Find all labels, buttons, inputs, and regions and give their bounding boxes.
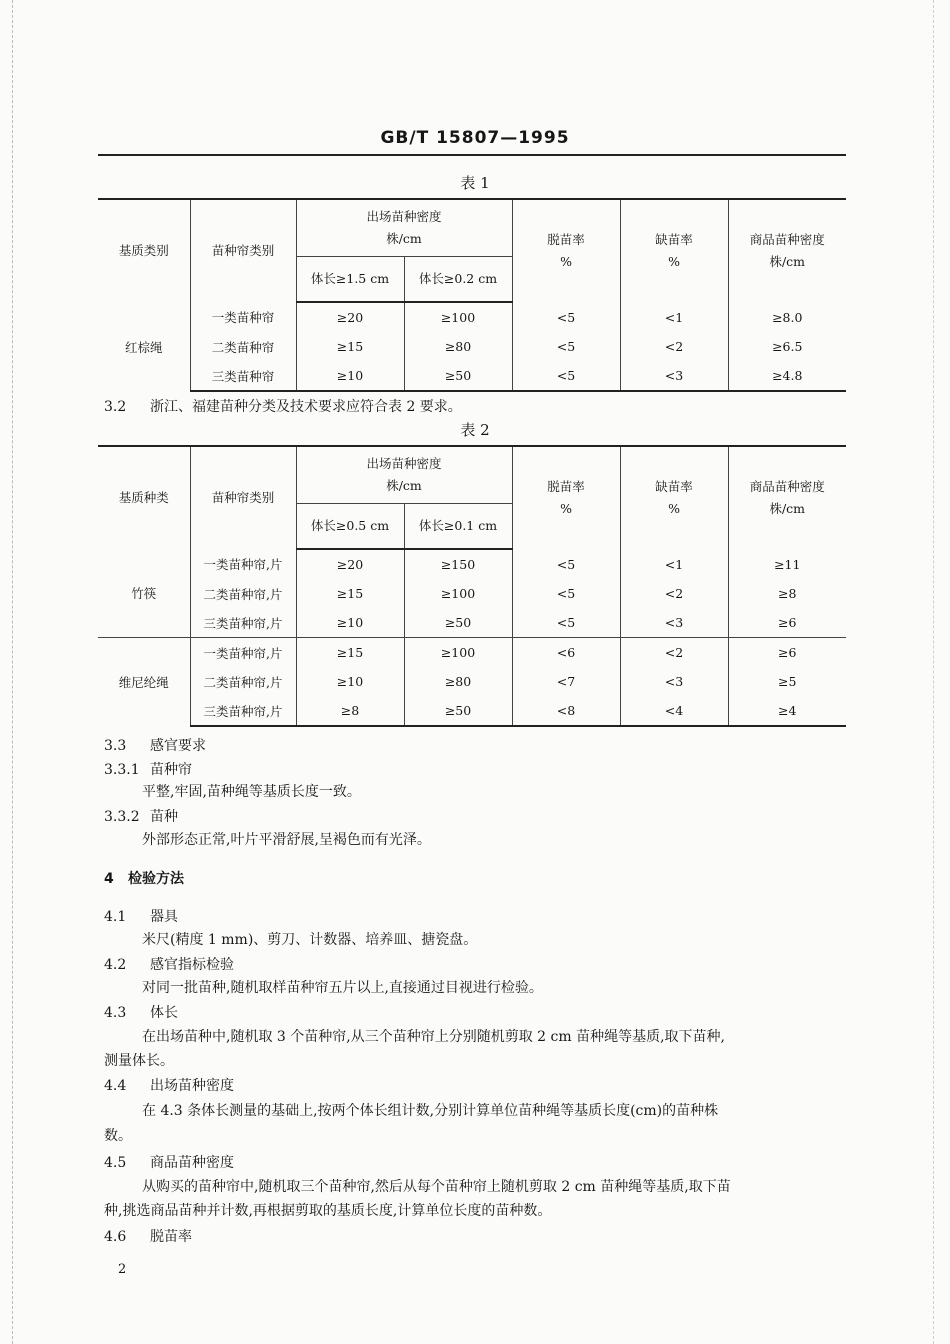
table-cell: <2 <box>620 332 728 361</box>
table-cell: ≥80 <box>404 332 512 361</box>
table-cell: 一类苗种帘,片 <box>190 638 296 668</box>
table-cell: ≥8 <box>728 579 846 608</box>
section-4-1 <box>104 906 178 928</box>
section-4-4 <box>104 1075 234 1097</box>
section-4-5-body-line1: 从购买的苗种帘中,随机取三个苗种帘,然后从每个苗种帘上随机剪取 2 cm 苗种绳等基质,取下苗 <box>142 1179 731 1195</box>
section-4-4-body-line2: 数。 <box>104 1128 132 1144</box>
table-cell: <5 <box>512 579 620 608</box>
table-cell: ≥10 <box>296 361 404 391</box>
scan-edge-right <box>933 0 934 1344</box>
table-cell: <3 <box>620 361 728 391</box>
table-row <box>98 361 846 391</box>
section-number: 4.4 <box>104 1078 127 1094</box>
table-cell: <4 <box>620 696 728 726</box>
section-3-3-1 <box>104 759 192 781</box>
table-cell: ≥100 <box>404 302 512 332</box>
section-4-5-body-line2: 种,挑选商品苗种并计数,再根据剪取的基质长度,计算单位长度的苗种数。 <box>104 1203 552 1219</box>
table2-header-length-a: 体长≥0.5 cm <box>296 504 404 550</box>
table1-header-substrate: 基质类别 <box>98 199 190 302</box>
table-cell: <6 <box>512 638 620 668</box>
table-row <box>98 667 846 696</box>
table2-header-substrate: 基质种类 <box>98 446 190 549</box>
table2-header-length-b: 体长≥0.1 cm <box>404 504 512 550</box>
table-cell: 三类苗种帘 <box>190 361 296 391</box>
table-cell: ≥15 <box>296 332 404 361</box>
table2 <box>98 445 846 727</box>
section-title: 脱苗率 <box>150 1229 192 1245</box>
section-title: 苗种帘 <box>150 762 192 778</box>
table-cell: 二类苗种帘,片 <box>190 579 296 608</box>
table-cell: 一类苗种帘,片 <box>190 549 296 579</box>
table1-header-missing-rate: 缺苗率 % <box>620 199 728 302</box>
table1-group-name: 红棕绳 <box>124 339 163 355</box>
table-row <box>98 638 846 668</box>
section-title: 苗种 <box>150 809 178 825</box>
section-4-3-body-line1: 在出场苗种中,随机取 3 个苗种帘,从三个苗种帘上分别随机剪取 2 cm 苗种绳等基质,取下苗种, <box>142 1029 725 1045</box>
table-cell: ≥6 <box>728 638 846 668</box>
section-4-3-body-line2: 测量体长。 <box>104 1053 174 1069</box>
section-title: 体长 <box>150 1005 178 1021</box>
section-number: 3.3.1 <box>104 762 140 778</box>
table2-header-shed-rate: 脱苗率 % <box>512 446 620 549</box>
table2-caption: 表 2 <box>460 421 490 439</box>
section-4-3 <box>104 1002 178 1024</box>
table2-header-commercial-density: 商品苗种密度 株/cm <box>728 446 846 549</box>
table-cell: ≥6 <box>728 608 846 638</box>
table-cell: ≥50 <box>404 696 512 726</box>
table-cell: ≥5 <box>728 667 846 696</box>
table-row <box>98 302 846 332</box>
section-3-3-2-body: 外部形态正常,叶片平滑舒展,呈褐色而有光泽。 <box>142 832 431 848</box>
table-cell: 三类苗种帘,片 <box>190 696 296 726</box>
table-cell: <3 <box>620 608 728 638</box>
table-cell: <5 <box>512 361 620 391</box>
section-4-2-body: 对同一批苗种,随机取样苗种帘五片以上,直接通过目视进行检验。 <box>142 980 543 996</box>
table-cell: ≥150 <box>404 549 512 579</box>
table-cell: <2 <box>620 638 728 668</box>
section-number: 3.3.2 <box>104 809 140 825</box>
section-4-6 <box>104 1226 192 1248</box>
section-text: 浙江、福建苗种分类及技术要求应符合表 2 要求。 <box>150 399 462 415</box>
table2-header-type: 苗种帘类别 <box>190 446 296 549</box>
table-cell: <5 <box>512 302 620 332</box>
scan-edge-left <box>12 0 13 1344</box>
section-4-4-body-line1: 在 4.3 条体长测量的基础上,按两个体长组计数,分别计算单位苗种绳等基质长度(cm)的苗种株 <box>142 1103 719 1119</box>
table-cell: 二类苗种帘 <box>190 332 296 361</box>
table1-header-density: 出场苗种密度 株/cm <box>296 199 512 257</box>
table-row <box>98 608 846 638</box>
section-3-3-1-body: 平整,牢固,苗种绳等基质长度一致。 <box>142 784 361 800</box>
table-cell: ≥15 <box>296 579 404 608</box>
table-cell: <7 <box>512 667 620 696</box>
table-cell: 三类苗种帘,片 <box>190 608 296 638</box>
header-rule <box>98 154 846 156</box>
section-title: 检验方法 <box>128 871 184 887</box>
table-cell: ≥11 <box>728 549 846 579</box>
table2-header-missing-rate: 缺苗率 % <box>620 446 728 549</box>
table-cell: ≥10 <box>296 667 404 696</box>
table1-header-length-a: 体长≥1.5 cm <box>296 257 404 303</box>
table-row <box>98 332 846 361</box>
table-cell: <3 <box>620 667 728 696</box>
section-number: 4.6 <box>104 1229 127 1245</box>
table-row <box>98 549 846 579</box>
section-number: 4 <box>104 871 114 887</box>
section-number: 4.1 <box>104 909 127 925</box>
table1-caption: 表 1 <box>460 174 490 192</box>
page-number: 2 <box>118 1262 127 1277</box>
table-cell: ≥6.5 <box>728 332 846 361</box>
table-cell: ≥20 <box>296 302 404 332</box>
table-cell: ≥15 <box>296 638 404 668</box>
table1-header-type: 苗种帘类别 <box>190 199 296 302</box>
section-3-3 <box>104 735 206 757</box>
section-number: 4.3 <box>104 1005 127 1021</box>
section-title: 器具 <box>150 909 178 925</box>
section-number: 3.2 <box>104 399 127 415</box>
section-4-1-body: 米尺(精度 1 mm)、剪刀、计数器、培养皿、搪瓷盘。 <box>142 932 478 948</box>
table1-header-commercial-density: 商品苗种密度 株/cm <box>728 199 846 302</box>
section-4-5 <box>104 1152 234 1174</box>
table-cell: 二类苗种帘,片 <box>190 667 296 696</box>
table-cell: ≥50 <box>404 361 512 391</box>
table-cell: ≥8 <box>296 696 404 726</box>
table1 <box>98 198 846 392</box>
table-cell: <1 <box>620 302 728 332</box>
table-row <box>98 696 846 726</box>
section-title: 商品苗种密度 <box>150 1155 234 1171</box>
section-title: 感官指标检验 <box>150 957 234 973</box>
table-cell: ≥80 <box>404 667 512 696</box>
table-cell: ≥100 <box>404 579 512 608</box>
table-cell: ≥20 <box>296 549 404 579</box>
table-cell: ≥8.0 <box>728 302 846 332</box>
table-cell: <5 <box>512 608 620 638</box>
table-cell: <8 <box>512 696 620 726</box>
section-number: 4.2 <box>104 957 127 973</box>
table2-group-name: 竹筷 <box>131 586 157 601</box>
section-number: 3.3 <box>104 738 127 754</box>
table-cell: 一类苗种帘 <box>190 302 296 332</box>
table-cell: ≥4 <box>728 696 846 726</box>
table-cell: ≥10 <box>296 608 404 638</box>
section-title: 感官要求 <box>150 738 206 754</box>
table2-header-density: 出场苗种密度 株/cm <box>296 446 512 504</box>
table-cell: ≥4.8 <box>728 361 846 391</box>
section-title: 出场苗种密度 <box>150 1078 234 1094</box>
table-cell: <2 <box>620 579 728 608</box>
standard-header: GB/T 15807—1995 <box>380 128 570 148</box>
table1-header-length-b: 体长≥0.2 cm <box>404 257 512 303</box>
section-4 <box>104 868 184 888</box>
section-4-2 <box>104 954 234 976</box>
table-row <box>98 579 846 608</box>
table2-group-name: 维尼纶绳 <box>98 638 190 727</box>
table-cell: <1 <box>620 549 728 579</box>
section-3-3-2 <box>104 806 178 828</box>
section-3-2 <box>104 396 462 418</box>
table-cell: ≥50 <box>404 608 512 638</box>
table-cell: <5 <box>512 549 620 579</box>
section-number: 4.5 <box>104 1155 127 1171</box>
table-cell: ≥100 <box>404 638 512 668</box>
table-cell: <5 <box>512 332 620 361</box>
table1-header-shed-rate: 脱苗率 % <box>512 199 620 302</box>
